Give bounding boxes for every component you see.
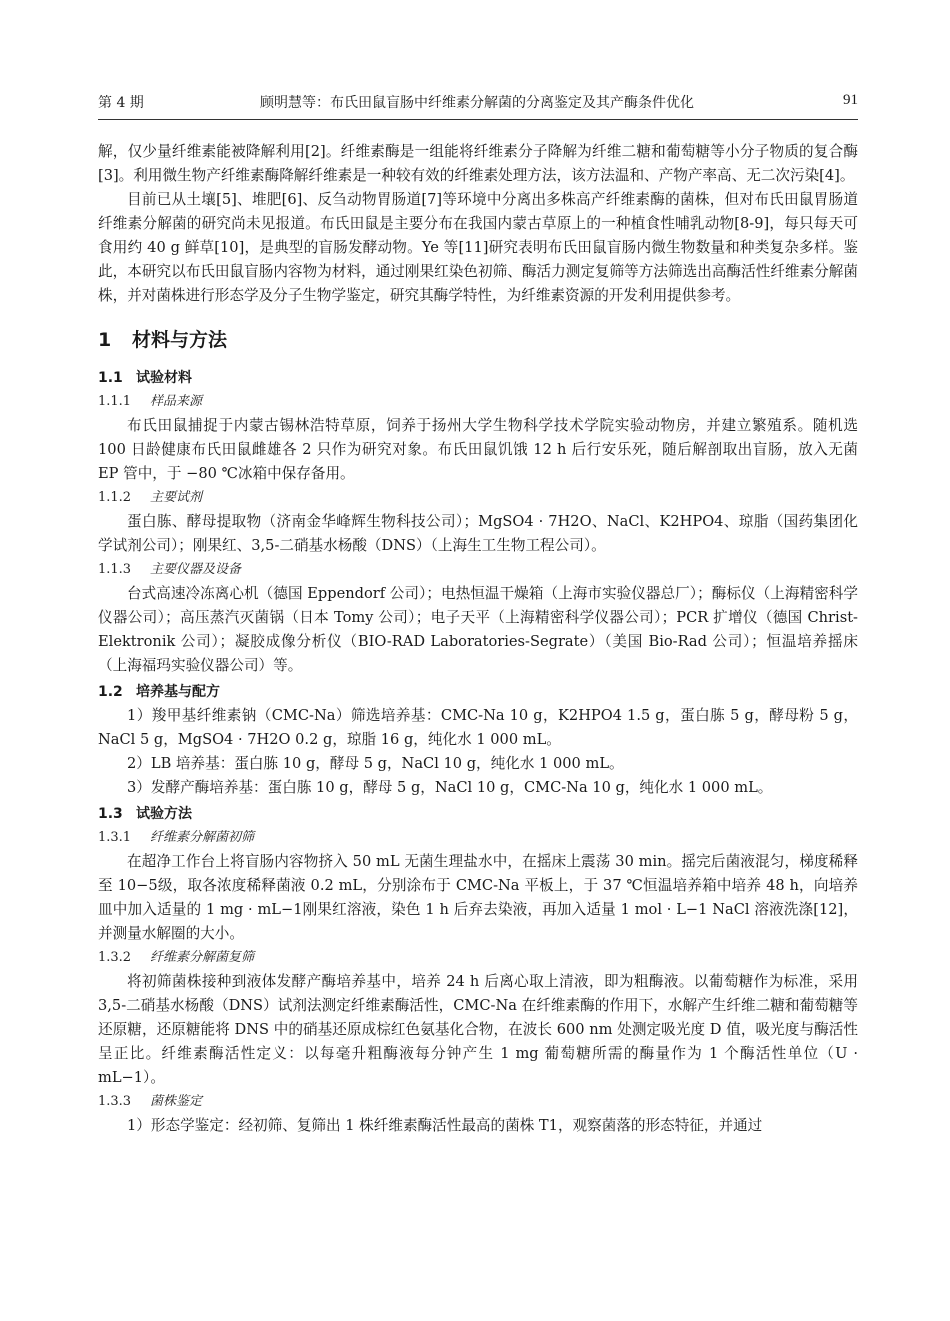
- subsection-title: 试验材料: [136, 370, 192, 386]
- subsection-heading-1-3: [98, 802, 858, 826]
- page-number: 91: [843, 92, 858, 108]
- sample-source-paragraph: 布氏田鼠捕捉于内蒙古锡林浩特草原，饲养于扬州大学生物科学技术学院实验动物房，并建立繁殖系。随机选 100 日龄健康布氏田鼠雌雄各 2 只作为研究对象。布氏田鼠饥饿 12 h 后行安乐死，随后解剖取出盲肠，放入无菌 EP 管中，于 −80 ℃冰箱中保存备用。: [98, 417, 858, 482]
- subsubsection-number: 1.3.1: [98, 830, 132, 845]
- reagents-paragraph: 蛋白胨、酵母提取物（济南金华峰辉生物科技公司）；MgSO4 · 7H2O、NaCl、K2HPO4、琼脂（国药集团化学试剂公司）；刚果红、3,5-二硝基水杨酸（DNS）（上海生工生物工程公司）。: [98, 513, 858, 554]
- subsubsection-heading-1-3-3: [98, 1090, 858, 1114]
- subsubsection-number: 1.1.1: [98, 394, 132, 409]
- subsection-heading-1-2: [98, 680, 858, 704]
- subsubsection-heading-1-3-1: [98, 826, 858, 850]
- subsubsection-title: 样品来源: [150, 394, 203, 409]
- subsubsection-number: 1.1.3: [98, 562, 132, 577]
- primary-screening-paragraph: 在超净工作台上将盲肠内容物挤入 50 mL 无菌生理盐水中，在摇床上震荡 30 min。摇完后菌液混匀，梯度稀释至 10−5级，取各浓度稀释菌液 0.2 mL，分别涂布于 CMC-Na 平板上，于 37 ℃恒温培养箱中培养 48 h，向培养皿中加入适量的 1 mg · mL−1刚果红溶液，染色 1 h 后弃去染液，再加入适量 1 mol · L−1 NaCl 溶液洗涤[12]，并测量水解圈的大小。: [98, 853, 858, 942]
- running-header: [98, 92, 858, 118]
- subsubsection-number: 1.1.2: [98, 490, 132, 505]
- subsection-number: 1.3: [98, 806, 123, 822]
- subsubsection-heading-1-1-1: [98, 390, 858, 414]
- subsection-title: 试验方法: [136, 806, 192, 822]
- intro-paragraph-2: 目前已从土壤[5]、堆肥[6]、反刍动物胃肠道[7]等环境中分离出多株高产纤维素酶的菌株，但对布氏田鼠胃肠道纤维素分解菌的研究尚未见报道。布氏田鼠是主要分布在我国内蒙古草原上的一种植食性哺乳动物[8-9]，每只每天可食用约 40 g 鲜草[10]，是典型的盲肠发酵动物。Ye 等[11]研究表明布氏田鼠盲肠内微生物数量和种类复杂多样。鉴此，本研究以布氏田鼠盲肠内容物为材料，通过刚果红染色初筛、酶活力测定复筛等方法筛选出高酶活性纤维素分解菌株，并对菌株进行形态学及分子生物学鉴定，研究其酶学特性，为纤维素资源的开发利用提供参考。: [98, 191, 858, 304]
- running-title: 顾明慧等：布氏田鼠盲肠中纤维素分解菌的分离鉴定及其产酶条件优化: [260, 95, 694, 111]
- subsubsection-title: 纤维素分解菌复筛: [150, 950, 255, 965]
- subsubsection-number: 1.3.3: [98, 1094, 132, 1109]
- subsubsection-title: 纤维素分解菌初筛: [150, 830, 255, 845]
- subsubsection-heading-1-1-2: [98, 486, 858, 510]
- subsubsection-title: 菌株鉴定: [150, 1094, 203, 1109]
- article-body: [98, 140, 858, 1138]
- medium-item-2: 2）LB 培养基：蛋白胨 10 g，酵母 5 g，NaCl 10 g，纯化水 1 000 mL。: [127, 755, 624, 772]
- subsubsection-number: 1.3.2: [98, 950, 132, 965]
- instruments-paragraph: 台式高速冷冻离心机（德国 Eppendorf 公司）；电热恒温干燥箱（上海市实验仪器总厂）；酶标仪（上海精密科学仪器公司）；高压蒸汽灭菌锅（日本 Tomy 公司）；电子天平（上海精密科学仪器公司）；PCR 扩增仪（德国 Christ-Elektronik 公司）；凝胶成像分析仪（BIO-RAD Laboratories-Segrate）（美国 Bio-Rad 公司）；恒温培养摇床（上海福玛实验仪器公司）等。: [98, 585, 858, 674]
- section-title: 材料与方法: [132, 329, 228, 351]
- strain-identification-paragraph: 1）形态学鉴定：经初筛、复筛出 1 株纤维素酶活性最高的菌株 T1，观察菌落的形态特征，并通过: [127, 1117, 763, 1134]
- secondary-screening-paragraph: 将初筛菌株接种到液体发酵产酶培养基中，培养 24 h 后离心取上清液，即为粗酶液。以葡萄糖作为标准，采用 3,5-二硝基水杨酸（DNS）试剂法测定纤维素酶活性，CMC-Na 在纤维素酶的作用下，水解产生纤维二糖和葡萄糖等还原糖，还原糖能将 DNS 中的硝基还原成棕红色氨基化合物，在波长 600 nm 处测定吸光度 D 值，吸光度与酶活性呈正比。纤维素酶活性定义：以每毫升粗酶液每分钟产生 1 mg 葡萄糖所需的酶量作为 1 个酶活性单位（U · mL−1）。: [98, 973, 858, 1086]
- issue-label: 第 4 期: [98, 95, 144, 111]
- section-heading-1: [98, 327, 858, 353]
- subsubsection-heading-1-1-3: [98, 558, 858, 582]
- medium-item-3: 3）发酵产酶培养基：蛋白胨 10 g，酵母 5 g，NaCl 10 g，CMC-Na 10 g，纯化水 1 000 mL。: [127, 779, 773, 796]
- section-number: 1: [98, 329, 112, 351]
- header-rule: [98, 119, 858, 120]
- subsection-heading-1-1: [98, 366, 858, 390]
- subsubsection-heading-1-3-2: [98, 946, 858, 970]
- subsection-title: 培养基与配方: [136, 684, 220, 700]
- subsection-number: 1.1: [98, 370, 123, 386]
- subsubsection-title: 主要试剂: [150, 490, 203, 505]
- intro-paragraph-1: 解，仅少量纤维素能被降解利用[2]。纤维素酶是一组能将纤维素分子降解为纤维二糖和葡萄糖等小分子物质的复合酶[3]。利用微生物产纤维素酶降解纤维素是一种较有效的纤维素处理方法，该方法温和、产物产率高、无二次污染[4]。: [98, 143, 858, 184]
- medium-item-1: 1）羧甲基纤维素钠（CMC-Na）筛选培养基：CMC-Na 10 g，K2HPO4 1.5 g，蛋白胨 5 g，酵母粉 5 g，NaCl 5 g，MgSO4 · 7H2O 0.2 g，琼脂 16 g，纯化水 1 000 mL。: [98, 707, 858, 748]
- subsection-number: 1.2: [98, 684, 123, 700]
- subsubsection-title: 主要仪器及设备: [150, 562, 242, 577]
